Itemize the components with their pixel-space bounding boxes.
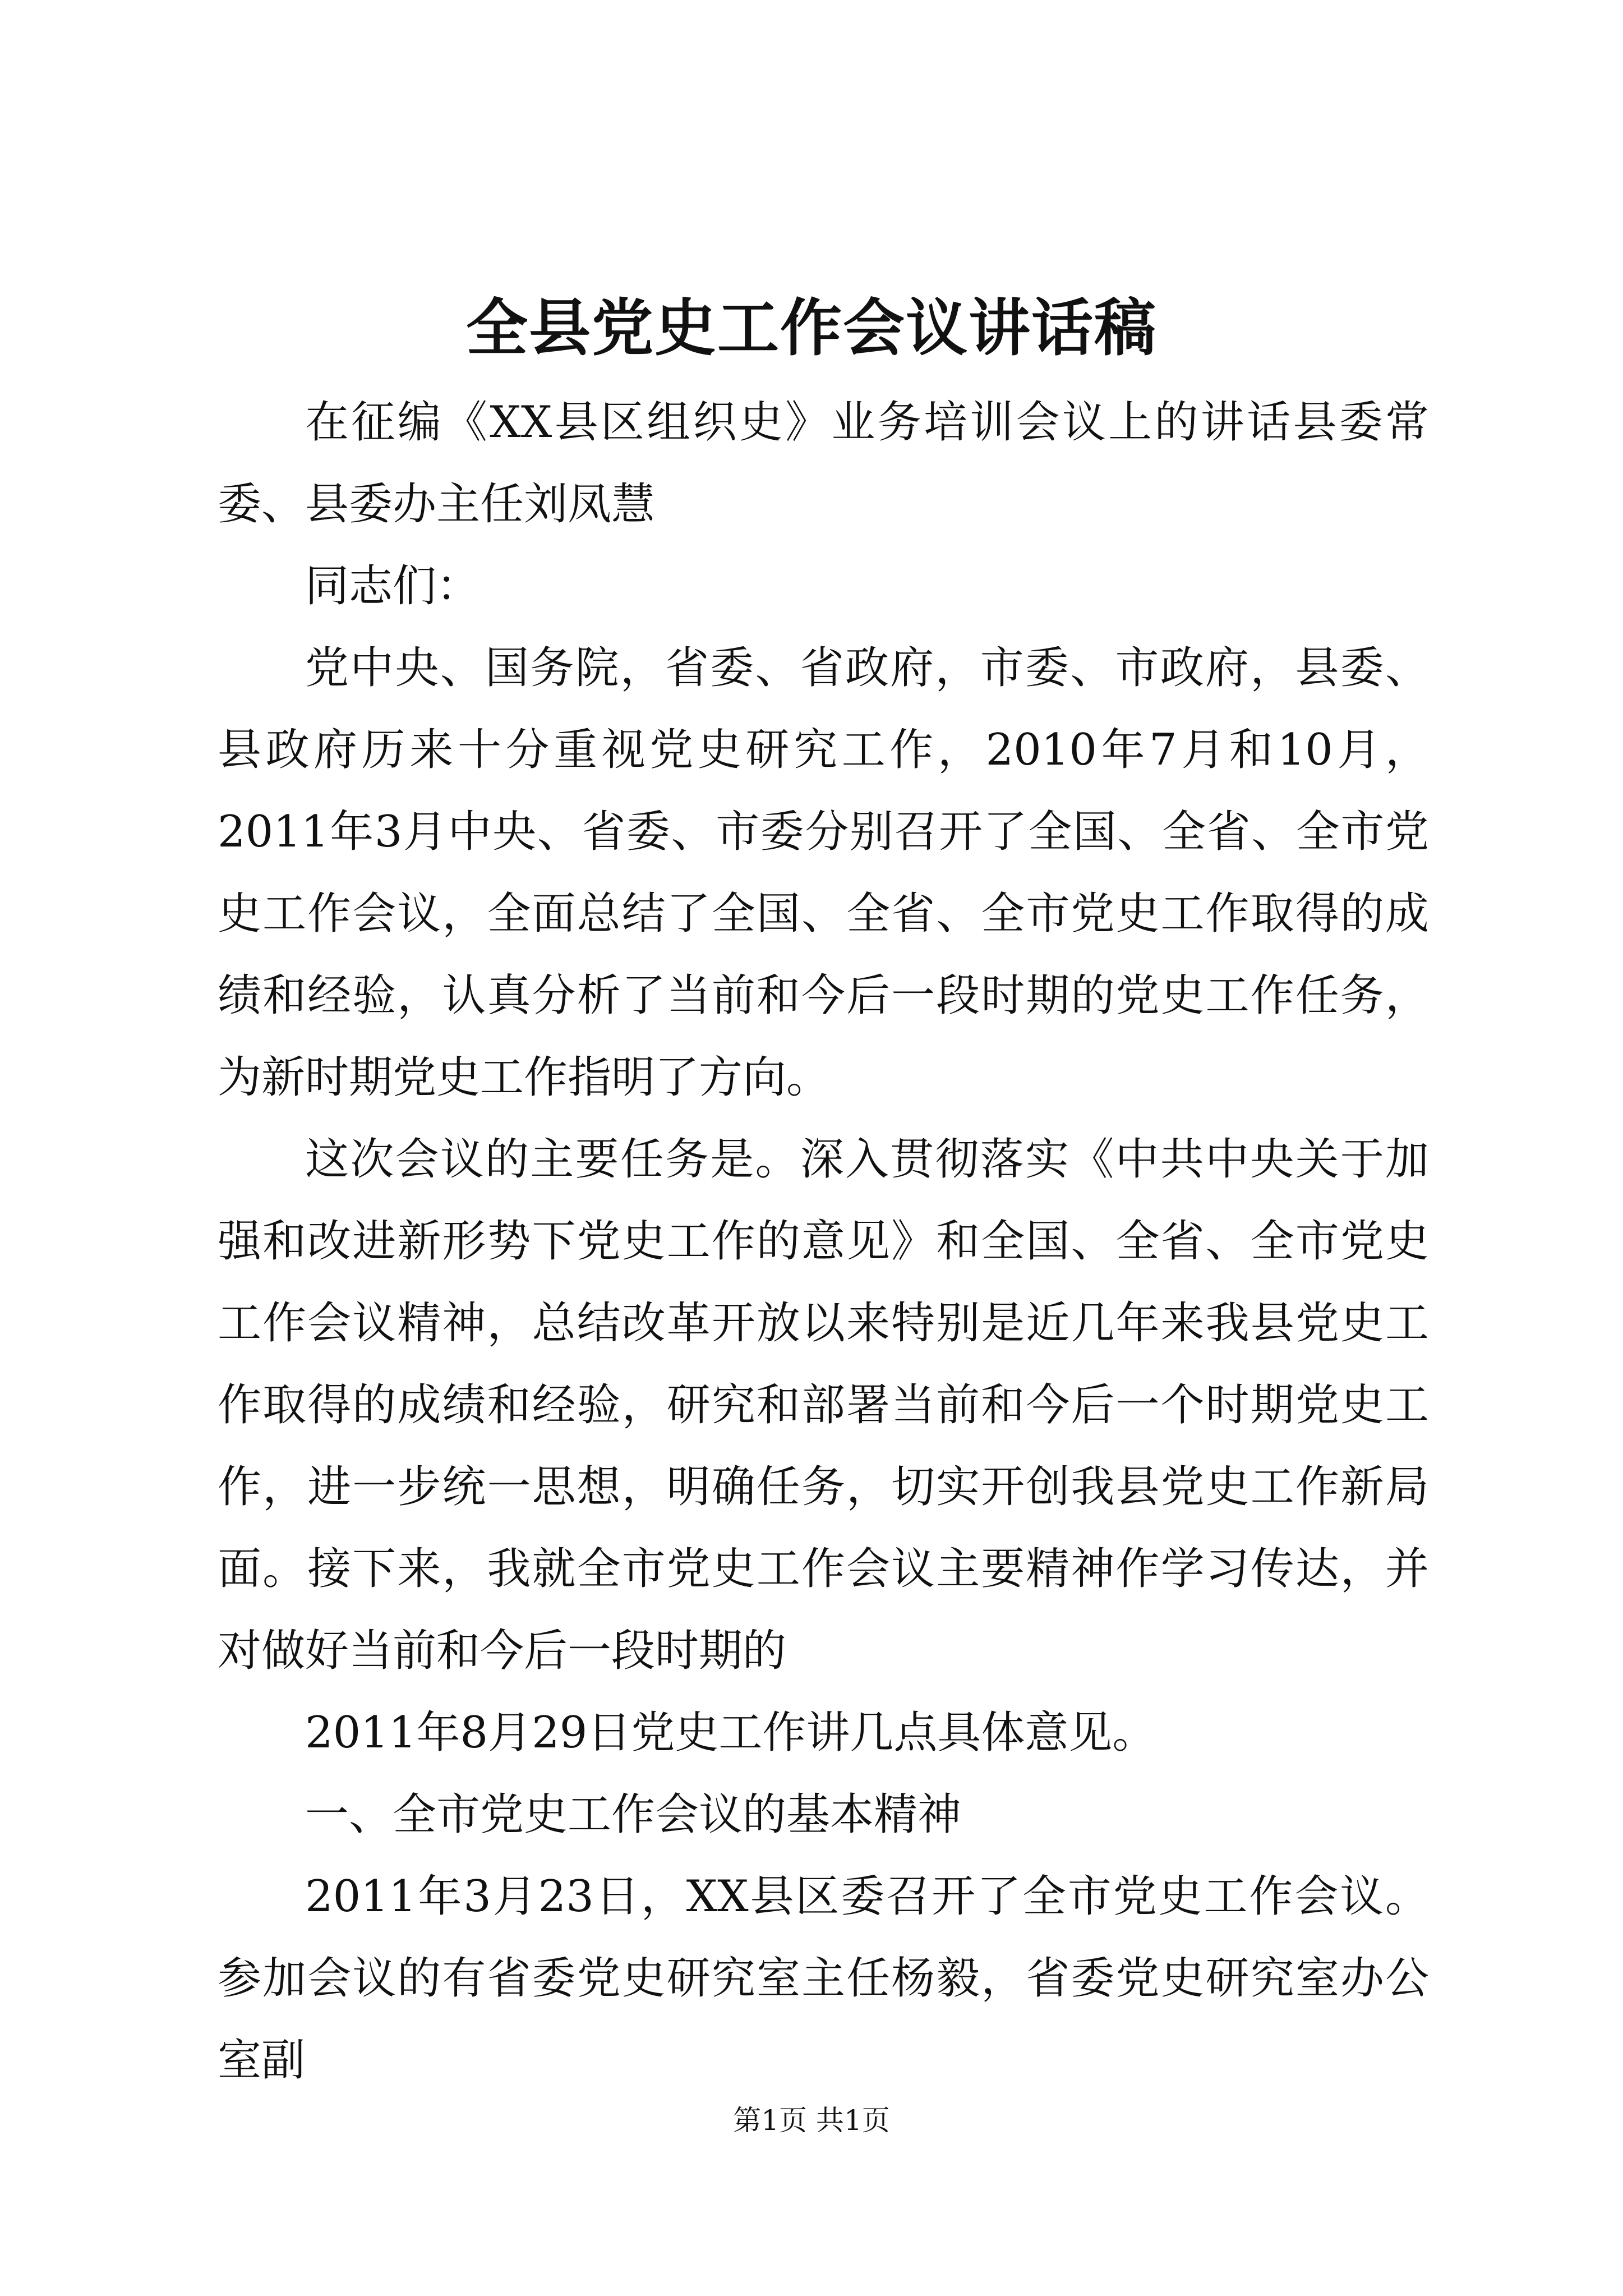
paragraph-date: 2011年8月29日党史工作讲几点具体意见。 xyxy=(305,1708,1156,1758)
paragraph-background: 党中央、国务院，省委、省政府，市委、市政府，县委、县政府历来十分重视党史研究工作，2010年7月和10月，2011年3月中央、省委、市委分别召开了全国、全省、全市党史工作会议，全面总结了全国、全省、全市党史工作取得的成绩和经验，认真分析了当前和今后一段时期的党史工作任务，为新时期党史工作指明了方向。 xyxy=(218,643,1429,1103)
section-heading-1: 一、全市党史工作会议的基本精神 xyxy=(305,1789,962,1840)
document-title: 全县党史工作会议讲话稿 xyxy=(466,292,1157,364)
paragraph-intro: 在征编《XX县区组织史》业务培训会议上的讲话县委常委、县委办主任刘凤慧 xyxy=(218,397,1429,530)
paragraph-main-task: 这次会议的主要任务是。深入贯彻落实《中共中央关于加强和改进新形势下党史工作的意见》和全国、全省、全市党史工作会议精神，总结改革开放以来特别是近几年来我县党史工作取得的成绩和经验，研究和部署当前和今后一个时期党史工作，进一步统一思想，明确任务，切实开创我县党史工作新局面。接下来，我就全市党史工作会议主要精神作学习传达，并对做好当前和今后一段时期的 xyxy=(218,1134,1429,1676)
page-footer: 第1页 共1页 xyxy=(733,2104,890,2137)
document-body xyxy=(218,381,1429,2101)
paragraph-meeting: 2011年3月23日，XX县区委召开了全市党史工作会议。参加会议的有省委党史研究室主任杨毅，省委党史研究室办公室副 xyxy=(218,1871,1429,2086)
paragraph-salutation: 同志们： xyxy=(305,561,481,611)
